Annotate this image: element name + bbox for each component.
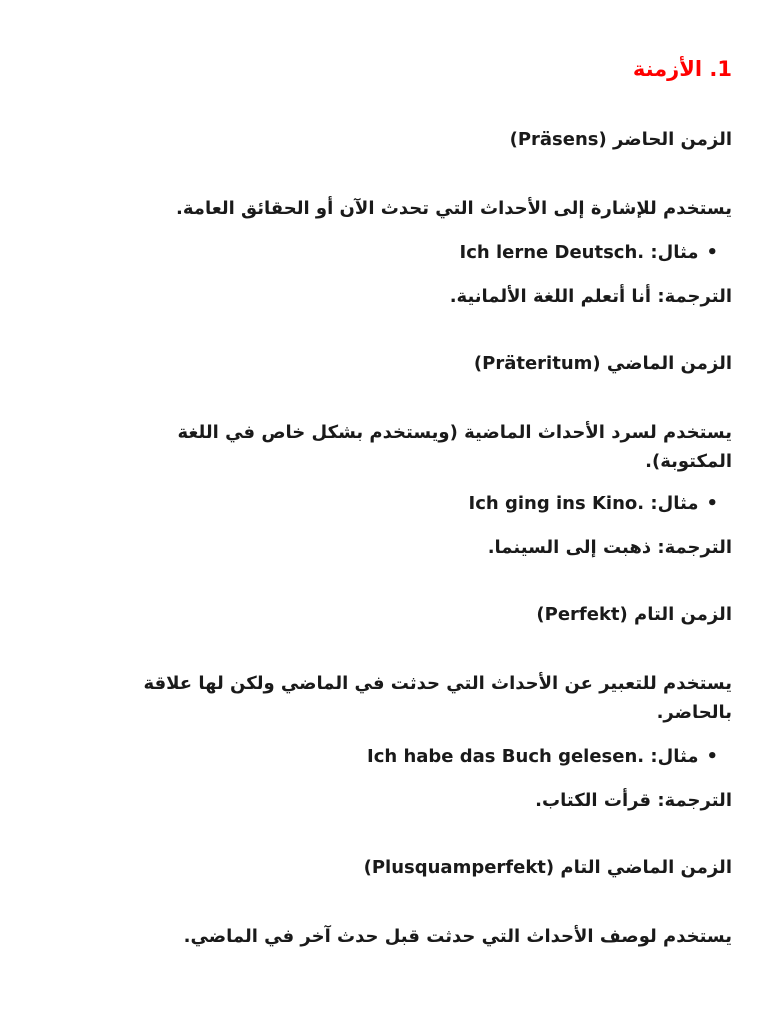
tense-title-perfekt: الزمن التام (Perfekt) [536, 604, 732, 625]
tense-description-perfekt-line2: بالحاضر. [656, 702, 732, 723]
tense-description-plusquamperfekt: يستخدم لوصف الأحداث التي حدثت قبل حدث آخر في الماضي. [183, 926, 732, 947]
tense-title-prasens: الزمن الحاضر (Präsens) [509, 129, 732, 150]
example-item-perfekt [78, 744, 718, 770]
translation-perfekt: الترجمة: قرأت الكتاب. [535, 790, 732, 811]
example-item-prasens [78, 240, 718, 266]
translation-prasens: الترجمة: أنا أتعلم اللغة الألمانية. [449, 286, 732, 307]
section-heading: 1. الأزمنة [632, 57, 732, 81]
tense-title-prateritum: الزمن الماضي (Präteritum) [473, 353, 732, 374]
tense-description-prasens: يستخدم للإشارة إلى الأحداث التي تحدث الآن أو الحقائق العامة. [176, 198, 732, 219]
example-text: Ich habe das Buch gelesen. [367, 746, 645, 767]
tense-description-prateritum-line1: يستخدم لسرد الأحداث الماضية (ويستخدم بشكل خاص في اللغة [177, 422, 732, 443]
example-label: مثال: [650, 746, 699, 767]
tense-title-plusquamperfekt: الزمن الماضي التام (Plusquamperfekt) [363, 857, 732, 878]
translation-prateritum: الترجمة: ذهبت إلى السينما. [487, 537, 732, 558]
example-text: Ich ging ins Kino. [468, 493, 645, 514]
example-item-prateritum [78, 491, 718, 517]
example-text: Ich lerne Deutsch. [459, 242, 645, 263]
tense-description-perfekt-line1: يستخدم للتعبير عن الأحداث التي حدثت في الماضي ولكن لها علاقة [143, 673, 732, 694]
bullet-icon: • [706, 493, 718, 514]
bullet-icon: • [706, 746, 718, 767]
example-label: مثال: [650, 242, 699, 263]
tense-description-prateritum-line2: المكتوبة). [645, 451, 732, 472]
example-label: مثال: [650, 493, 699, 514]
bullet-icon: • [706, 242, 718, 263]
